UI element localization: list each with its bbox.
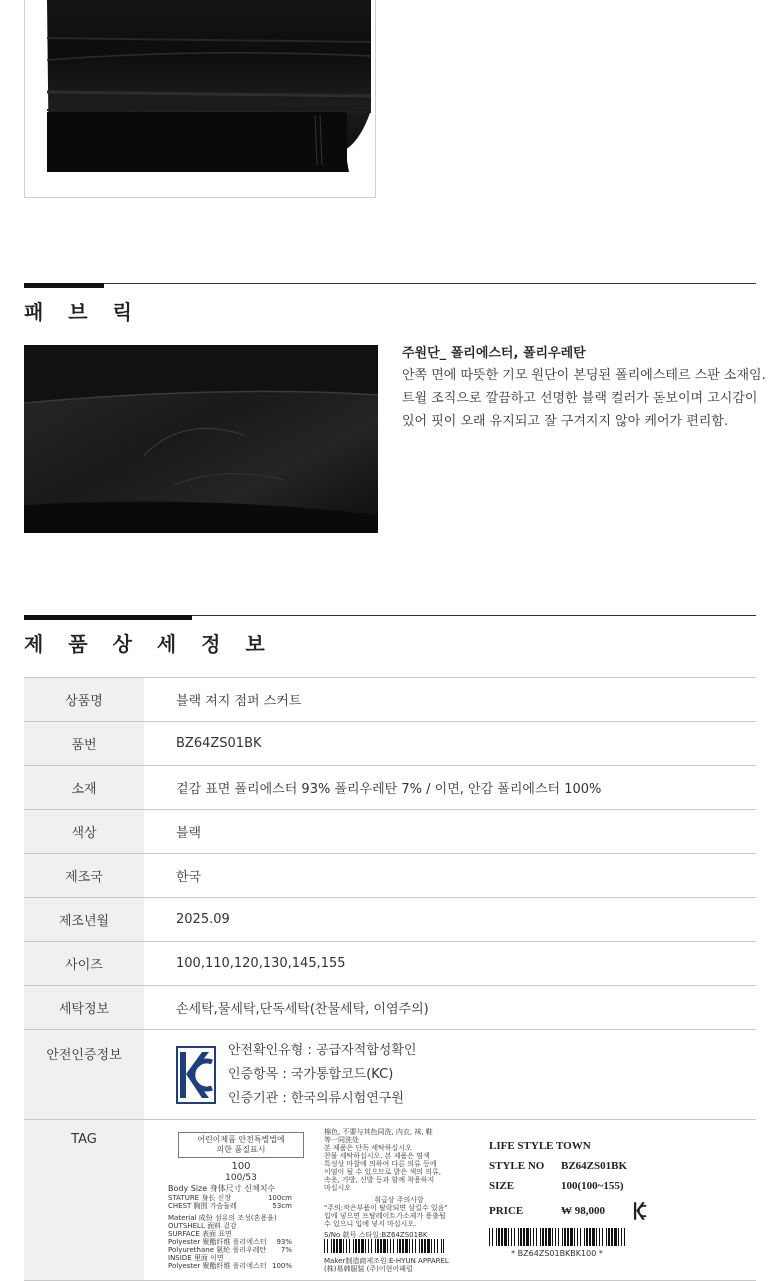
spec-value: 2025.09 [144,898,756,942]
barcode-bar [324,1239,325,1253]
barcode-bar [375,1239,376,1253]
spec-key: 세탁정보 [24,986,144,1030]
spec-key: TAG [24,1120,144,1281]
label2-line: 본 제품은 단독 세탁하십시오 [324,1144,412,1152]
spec-key: 품번 [24,722,144,766]
barcode-bar [533,1228,534,1246]
fabric-section-title: 패 브 릭 [24,300,141,324]
barcode-bar [421,1239,423,1253]
label2-maker2: (株)易韩服装 (주)이현어패럴 [324,1265,413,1273]
table-row [24,986,756,1030]
barcode-bar [552,1228,553,1246]
table-row-tag [24,1120,756,1281]
barcode-bar [580,1228,581,1246]
label2-line: 특성상 마찰에 의하여 다른 의류 등에 [324,1160,437,1168]
barcode-bar [611,1228,613,1246]
spec-value: 손세탁,물세탁,단독세탁(찬물세탁, 이염주의) [144,986,756,1030]
barcode-bar [548,1228,551,1246]
barcode-bar [489,1228,490,1246]
spec-key: 소재 [24,766,144,810]
barcode-bar [383,1239,386,1253]
barcode-bar [424,1239,426,1253]
barcode-bar [434,1239,435,1253]
label1-title: 의한 품질표시 [216,1145,266,1154]
label1-stature: STATURE 身长 신장 [168,1194,232,1202]
price-tag-price-value: ₩ 98,000 [561,1205,605,1217]
label1-surface: SURFACE 表面 표면 [168,1230,232,1238]
spec-value: 100,110,120,130,145,155 [144,942,756,986]
spec-key: 안전인증정보 [24,1030,144,1120]
label1-pu-value: 7% [280,1246,292,1254]
table-row [24,766,756,810]
label1-poly1-value: 93% [276,1238,292,1246]
barcode-bar [540,1228,541,1246]
spec-key: 사이즈 [24,942,144,986]
label1-pu: Polyurethane 氨纶 폴리우레탄 [168,1246,267,1254]
spec-key: 색상 [24,810,144,854]
barcode-bar [558,1228,559,1246]
label2-style: S/No 款号 스타일:BZ64ZS01BK [324,1231,428,1239]
barcode-bar [427,1239,430,1253]
spec-key: 제조국 [24,854,144,898]
fabric-section-divider [24,283,756,284]
label1-poly2: Polyester 聚酯纤维 폴리에스터 [168,1262,267,1270]
label1-body-size: Body Size 身体尺寸 신체치수 [168,1184,276,1193]
barcode-bar [577,1228,578,1246]
spec-key: 제조년월 [24,898,144,942]
spec-value-safety [144,1030,756,1120]
price-tag-size-value: 100(100~155) [561,1180,624,1192]
barcode-bar [624,1228,625,1246]
barcode-bar [390,1239,391,1253]
barcode-bar [331,1239,332,1253]
barcode-bar [371,1239,372,1253]
barcode-bar [409,1239,410,1253]
details-section-accent [24,615,192,620]
spec-value: 겉감 표면 폴리에스터 93% 폴리우레탄 7% / 이면, 안감 폴리에스터 100% [144,766,756,810]
barcode-bar [614,1228,617,1246]
barcode-bar [545,1228,547,1246]
barcode-bar [336,1239,338,1253]
barcode-bar [511,1228,512,1246]
label1-outshell: OUTSHELL 面料 겉감 [168,1222,237,1230]
barcode-bar [419,1239,420,1253]
barcode-bar [596,1228,597,1246]
barcode-bar [574,1228,575,1246]
label2-line: 等一同洗处 [324,1136,359,1144]
kc-mark-icon [176,1046,216,1104]
barcode-bar [584,1228,585,1246]
barcode-bar [365,1239,366,1253]
barcode-bar [339,1239,342,1253]
barcode-bar [355,1239,357,1253]
price-tag-barcode [489,1228,625,1246]
table-row [24,722,756,766]
barcode-bar [402,1239,404,1253]
label1-title: 어린이제품 안전특별법에 [197,1135,285,1144]
barcode-bar [508,1228,509,1246]
label1-poly2-value: 100% [271,1262,292,1270]
care-label-2 [324,1128,474,1280]
barcode-bar [437,1239,438,1253]
label2-maker: Maker制造商제조원:E-HYUN APPAREL [324,1257,449,1265]
skirt-hem-image [45,0,377,172]
barcode-bar [498,1228,500,1246]
details-section-title: 제 품 상 세 정 보 [24,632,274,656]
barcode-bar [377,1239,379,1253]
barcode-bar [353,1239,354,1253]
label2-caution-line: "주의:작은부품이 탈락되면 삼킬수 있음" [324,1204,448,1212]
table-row [24,678,756,722]
price-tag-style-label: STYLE NO [489,1160,545,1172]
barcode-bar [431,1239,432,1253]
fabric-desc-line: 안쪽 면에 따뜻한 기모 원단이 본딩된 폴리에스테르 스판 소재임. [402,368,766,383]
label1-size: 100 [231,1161,251,1172]
label2-caution-title: 취급상 주의사항 [374,1196,424,1204]
barcode-bar [542,1228,544,1246]
label2-caution-line: 수 있으니 입에 넣지 마십시오. [324,1220,417,1228]
barcode-bar [443,1239,444,1253]
barcode-bar [518,1228,519,1246]
care-label-1 [166,1128,316,1280]
barcode-bar [530,1228,531,1246]
spec-value: 블랙 [144,810,756,854]
barcode-bar [343,1239,344,1253]
fabric-description [402,364,766,433]
barcode-bar [555,1228,556,1246]
barcode-bar [492,1228,493,1246]
label1-size2: 100/53 [225,1173,257,1183]
fabric-desc-line: 트윌 조직으로 깔끔하고 선명한 블랙 컬러가 돋보이며 고시감이 [402,391,758,406]
barcode-bar [621,1228,622,1246]
price-tag-price-label: PRICE [489,1205,524,1217]
barcode-bar [361,1239,364,1253]
barcode-bar [368,1239,369,1253]
barcode-bar [387,1239,388,1253]
product-spec-table [24,677,756,1281]
barcode-bar [618,1228,619,1246]
barcode-bar [520,1228,522,1246]
barcode-bar [606,1228,607,1246]
price-tag-brand: LIFE STYLE TOWN [489,1140,591,1152]
table-row [24,810,756,854]
barcode-bar [589,1228,591,1246]
barcode-bar [397,1239,398,1253]
barcode-bar [349,1239,350,1253]
barcode-bar [380,1239,382,1253]
price-tag-size-label: SIZE [489,1180,515,1192]
barcode-bar [412,1239,413,1253]
table-row [24,942,756,986]
table-row [24,898,756,942]
label2-line: 찬물 세탁하십시오. 본 제품은 염색 [324,1152,430,1160]
barcode-bar [393,1239,394,1253]
kc-mark-small-icon [631,1200,649,1222]
barcode-bar [415,1239,416,1253]
barcode-bar [564,1228,566,1246]
spec-value: 한국 [144,854,756,898]
price-tag [489,1140,669,1280]
barcode-bar [570,1228,573,1246]
price-tag-style-value: BZ64ZS01BK [561,1160,628,1172]
barcode-bar [586,1228,588,1246]
barcode-bar [441,1239,442,1253]
spec-value: 블랙 져지 점퍼 스커트 [144,678,756,722]
label2-caution-line: 입에 넣으면 프탈레이트가소제가 용출될 [324,1212,446,1220]
spec-value: BZ64ZS01BK [144,722,756,766]
label1-stature-value: 100cm [267,1194,292,1202]
label1-chest: CHEST 胸围 가슴둘레 [168,1202,237,1210]
table-row-safety [24,1030,756,1120]
label2-line: 이염이 될 수 있으므로 밝은 색의 의류, [324,1168,442,1176]
barcode-bar [399,1239,401,1253]
barcode-bar [562,1228,563,1246]
barcode-bar [358,1239,360,1253]
price-tag-barcode-text: * BZ64ZS01BKBK100 * [511,1249,603,1258]
barcode-bar [504,1228,507,1246]
safety-line: 안전확인유형 : 공급자적합성확인 [228,1042,417,1058]
label1-chest-value: 53cm [272,1202,292,1210]
label2-line: 마십시오 [324,1184,352,1192]
barcode-bar [327,1239,328,1253]
barcode-bar [599,1228,600,1246]
label1-inside: INSIDE 里面 이면 [168,1254,224,1262]
barcode-bar [405,1239,408,1253]
barcode-bar [346,1239,347,1253]
fabric-main-material: 주원단_ 폴리에스터, 폴리우레탄 [402,346,586,361]
label2-line: 棉色, 不要与其色同洗, 内衣, 袜, 鞋 [324,1128,433,1136]
barcode-bar [592,1228,595,1246]
barcode-bar [523,1228,525,1246]
table-row [24,854,756,898]
fabric-closeup-image [24,345,378,533]
barcode-bar [496,1228,497,1246]
label2-barcode [324,1239,444,1253]
safety-line: 인증기관 : 한국의류시험연구원 [228,1090,404,1106]
fabric-desc-line: 있어 핏이 오래 유지되고 잘 구겨지지 않아 케어가 편리함. [402,414,729,429]
label1-poly1: Polyester 聚酯纤维 폴리에스터 [168,1238,267,1246]
safety-line: 인증항목 : 국가통합코드(KC) [228,1066,394,1082]
barcode-bar [501,1228,503,1246]
barcode-bar [536,1228,537,1246]
barcode-bar [333,1239,335,1253]
barcode-bar [514,1228,515,1246]
barcode-bar [602,1228,603,1246]
label2-line: 속옷, 가방, 신발 등과 함께 착용하지 [324,1176,435,1184]
top-product-image-frame [24,0,376,198]
fabric-section-accent [24,283,104,288]
barcode-bar [567,1228,569,1246]
label1-material: Material 成份 섬유의 조성(혼용율) [168,1214,277,1222]
barcode-bar [608,1228,610,1246]
spec-key: 상품명 [24,678,144,722]
barcode-bar [526,1228,529,1246]
tag-images [144,1120,756,1281]
